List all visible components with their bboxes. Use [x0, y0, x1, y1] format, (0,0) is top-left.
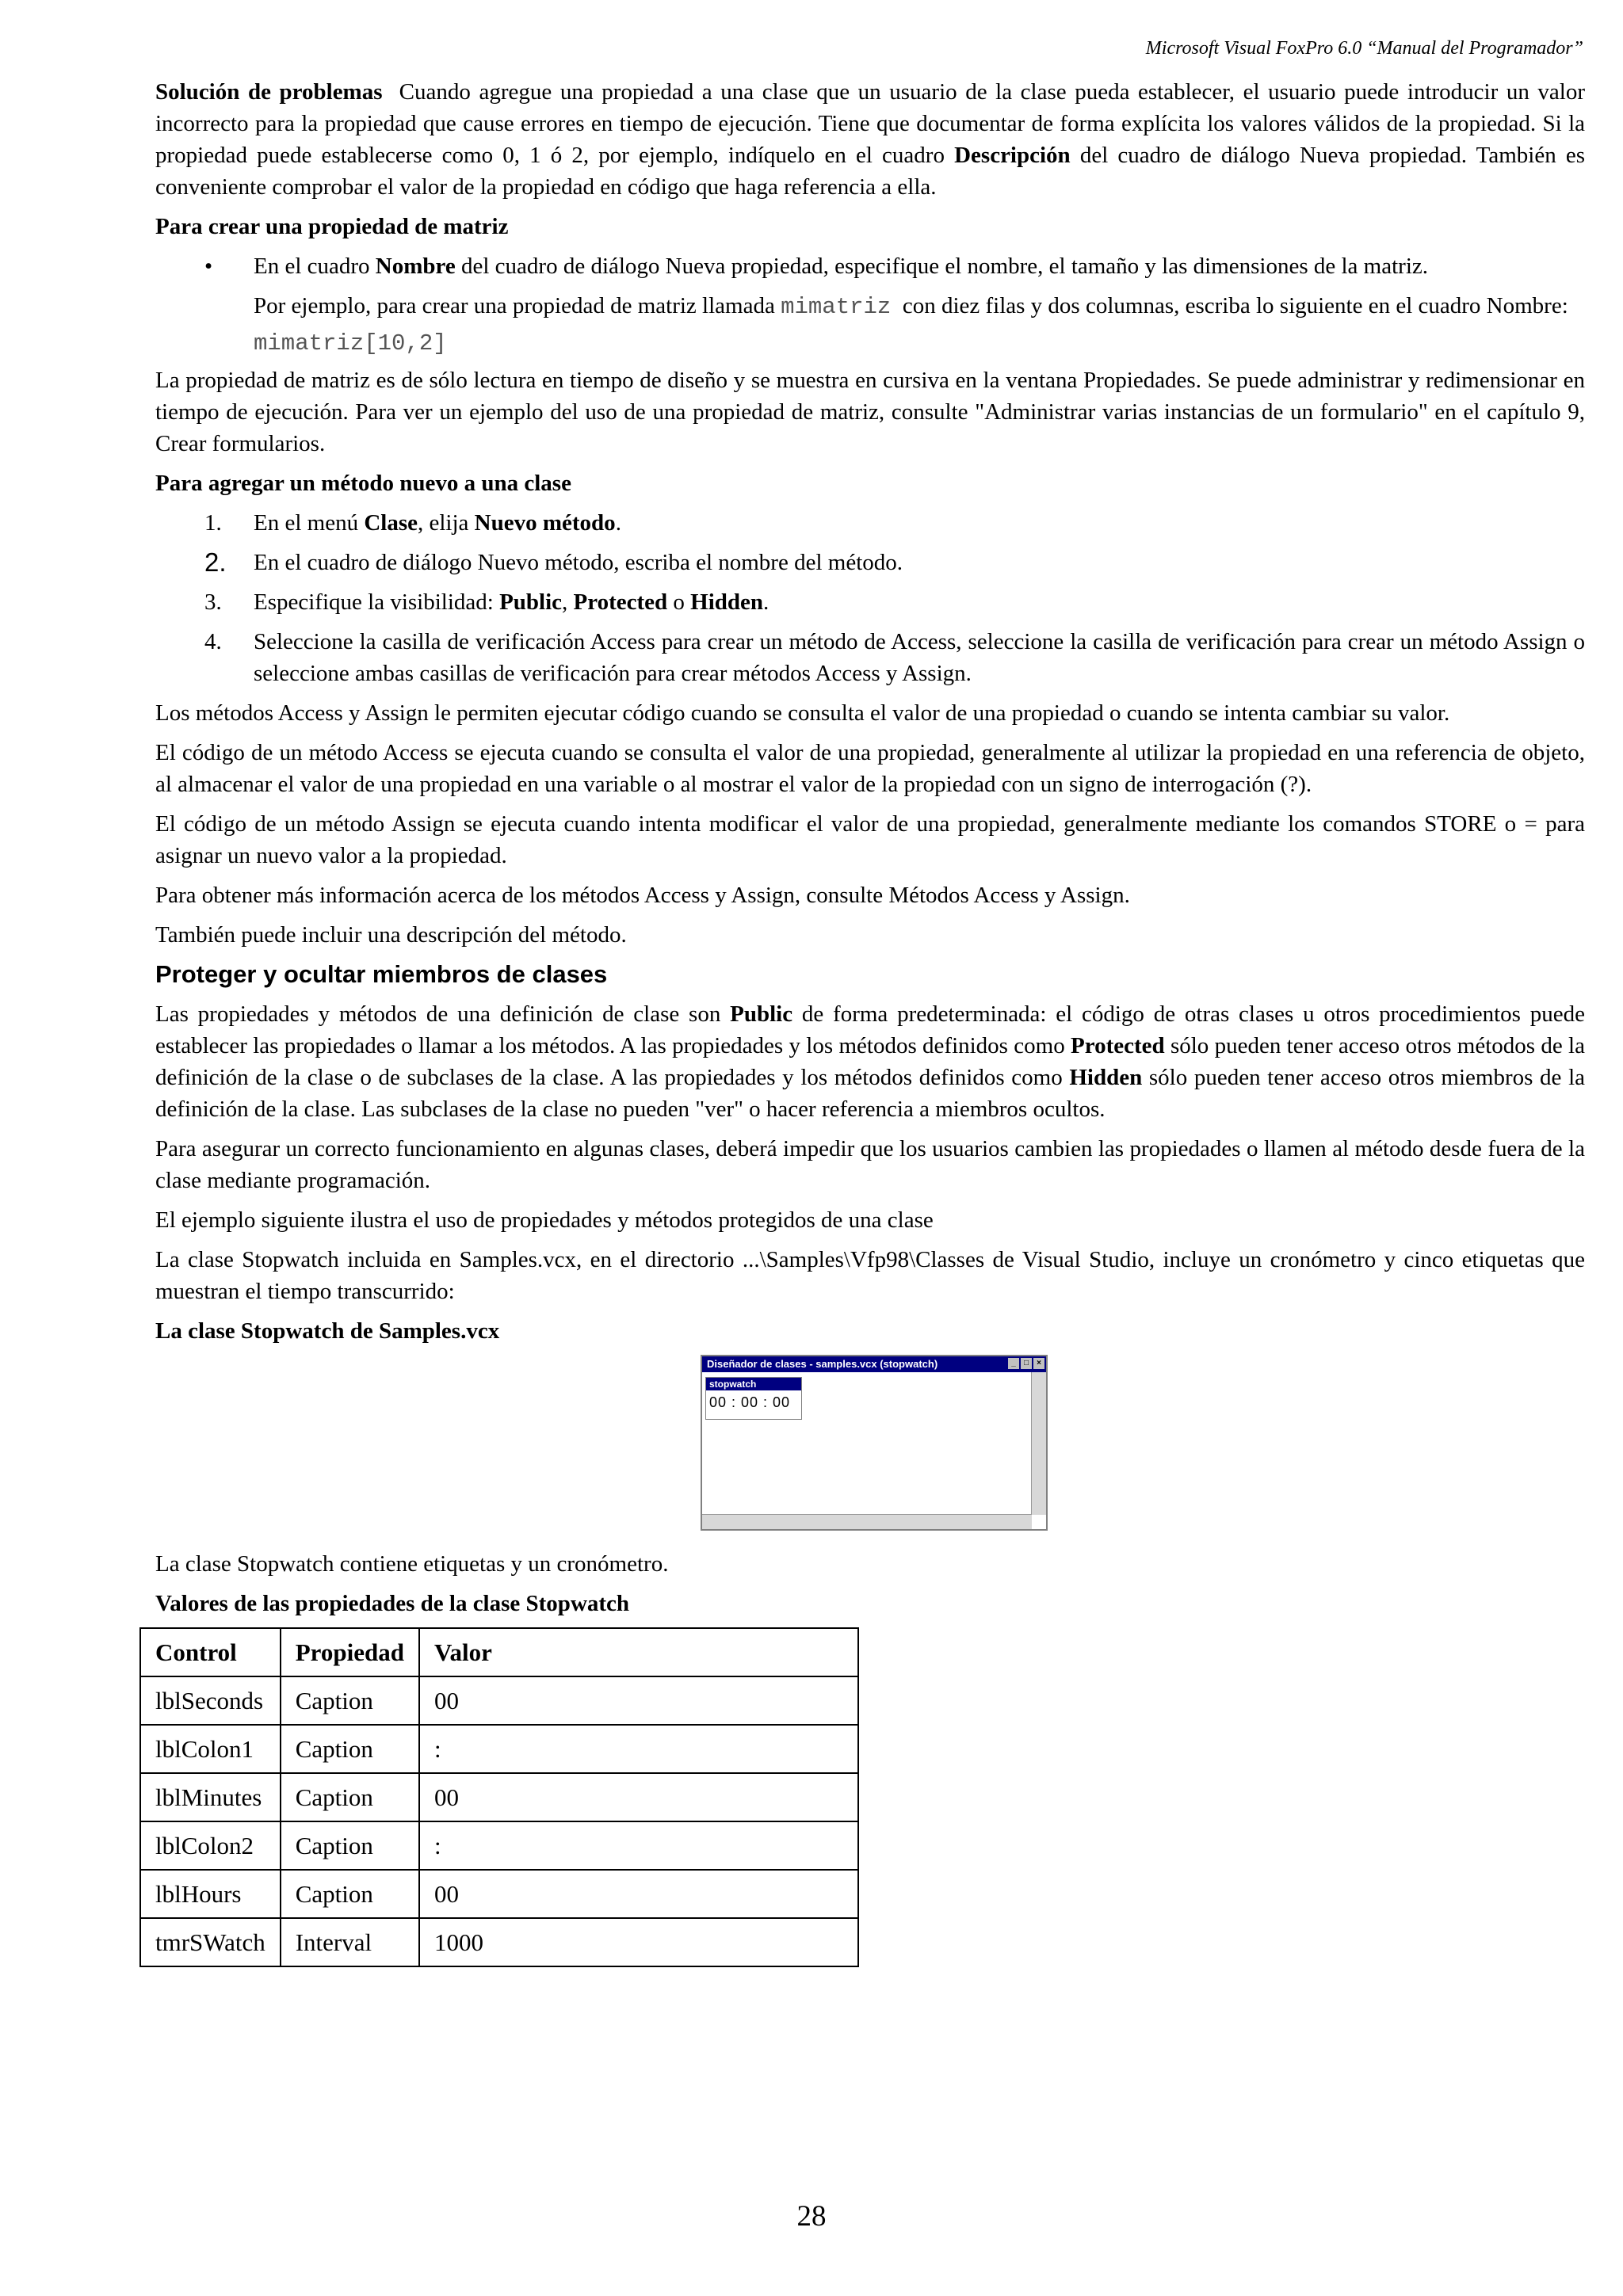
bold-run: Nuevo método	[474, 510, 616, 536]
vertical-scrollbar	[1031, 1372, 1046, 1515]
running-header: Microsoft Visual FoxPro 6.0 “Manual del Programador”	[1145, 38, 1583, 59]
table-cell: Caption	[281, 1725, 419, 1773]
assign-paragraph: El código de un método Assign se ejecuta cuando intenta modificar el valor de una propiedad, generalmente mediante los comandos STORE o = para asignar un nuevo valor a la propiedad.	[155, 811, 1585, 868]
table-cell: lblMinutes	[140, 1773, 281, 1821]
table-cell: Interval	[281, 1918, 419, 1966]
bold-run: Protected	[573, 589, 668, 615]
table-row	[140, 1918, 858, 1966]
protect-heading: Proteger y ocultar miembros de clases	[155, 960, 608, 988]
window-title: Diseñador de clases - samples.vcx (stopwatch)	[707, 1358, 938, 1370]
table-cell: Caption	[281, 1870, 419, 1918]
horizontal-scrollbar	[702, 1514, 1032, 1529]
text-run: Seleccione la casilla de verificación Access para crear un método de Access, seleccione la casilla de verificación para crear un método Assign o seleccione ambas casillas de verificación para crear métodos Access y Assign.	[254, 629, 1585, 686]
code-run: mimatriz	[781, 294, 892, 320]
protect-paragraph-2: Para asegurar un correcto funcionamiento en algunas clases, deberá impedir que los usuarios cambien las propiedades o llamen al método desde fuera de la clase mediante programación.	[155, 1136, 1585, 1193]
array-code-line: mimatriz[10,2]	[254, 330, 447, 357]
text-run: del cuadro de diálogo Nueva propiedad. También es conveniente comprobar el valor de la propiedad en código que haga referencia a ella.	[155, 143, 1585, 200]
bold-run: Hidden	[690, 589, 764, 615]
class-designer-window	[701, 1355, 1048, 1531]
figure-heading: La clase Stopwatch de Samples.vcx	[155, 1318, 500, 1344]
window-controls	[1008, 1358, 1044, 1369]
figure-caption: La clase Stopwatch contiene etiquetas y un cronómetro.	[155, 1551, 669, 1577]
array-example	[155, 290, 1585, 323]
text-run: Cuando agregue una propiedad a una clase que un usuario de la clase pueda establecer, el usuario puede introducir un valor incorrecto para la propiedad que cause errores en tiempo de ejecución. Tiene que documentar de forma explícita los valores válidos de la propiedad. Si la propiedad puede establecerse como 0, 1 ó 2, por ejemplo, indíquelo en el cuadro	[155, 79, 1591, 168]
table-row	[140, 1870, 858, 1918]
table-cell: Caption	[281, 1773, 419, 1821]
troubleshooting-label: Solución de problemas	[155, 79, 383, 105]
window-title-bar	[702, 1356, 1046, 1372]
text-run: En el menú	[254, 510, 365, 536]
stopwatch-clock: 00 : 00 : 00	[709, 1394, 791, 1410]
array-paragraph: La propiedad de matriz es de sólo lectura en tiempo de diseño y se muestra en cursiva en la ventana Propiedades. Se puede administrar y redimensionar en tiempo de ejecución. Para ver un ejemplo del uso de una propiedad de matriz, consulte "Administrar varias instancias de un formulario" en el capítulo 9, Crear formularios.	[155, 368, 1585, 456]
method-step-4	[155, 626, 1585, 689]
text-run: En el cuadro de diálogo Nuevo método, escriba el nombre del método.	[254, 550, 903, 575]
text-run: .	[615, 510, 621, 536]
properties-table	[139, 1627, 859, 1967]
text-run: , elija	[418, 510, 475, 536]
column-header: Propiedad	[281, 1628, 419, 1676]
step-number: 4.	[204, 629, 222, 654]
method-heading: Para agregar un método nuevo a una clase	[155, 471, 571, 496]
column-header: Control	[140, 1628, 281, 1676]
bold-run: Public	[499, 589, 563, 615]
column-header: Valor	[419, 1628, 858, 1676]
table-row	[140, 1725, 858, 1773]
troubleshooting-paragraph	[155, 76, 1591, 203]
table-cell: Caption	[281, 1821, 419, 1870]
text-run: con diez filas y dos columnas, escriba lo siguiente en el cuadro Nombre:	[891, 293, 1568, 318]
table-cell: lblColon2	[140, 1821, 281, 1870]
text-run: sólo pueden tener acceso otros miembros de la definición de la clase. Las subclases de la clase no pueden "ver" o hacer referencia a miembros ocultos.	[155, 1065, 1586, 1122]
maximize-icon: □	[1021, 1358, 1032, 1369]
table-row	[140, 1676, 858, 1725]
table-cell: 00	[419, 1870, 858, 1918]
protect-paragraph	[155, 998, 1585, 1125]
method-step-2	[155, 547, 1585, 578]
method-step-1	[155, 507, 1585, 539]
step-number: 2.	[204, 547, 227, 577]
bold-run: Hidden	[1069, 1065, 1143, 1090]
table-row	[140, 1821, 858, 1870]
stopwatch-object-title: stopwatch	[706, 1378, 801, 1390]
table-heading: Valores de las propiedades de la clase Stopwatch	[155, 1591, 630, 1616]
text-run: o	[667, 589, 691, 615]
stopwatch-figure	[155, 1355, 1585, 1531]
table-cell: lblSeconds	[140, 1676, 281, 1725]
array-bullet-item	[155, 250, 1585, 282]
method-step-3	[155, 586, 1585, 618]
table-cell: 1000	[419, 1918, 858, 1966]
page-number: 28	[796, 2200, 827, 2233]
minimize-icon: _	[1008, 1358, 1019, 1369]
table-cell: :	[419, 1821, 858, 1870]
bold-run: Nombre	[375, 254, 456, 279]
text-run: Especifique la visibilidad:	[254, 589, 500, 615]
table-cell: tmrSWatch	[140, 1918, 281, 1966]
step-number: 1.	[204, 510, 222, 536]
text-run: Por ejemplo, para crear una propiedad de matriz llamada	[254, 293, 781, 318]
access-assign-paragraph: Los métodos Access y Assign le permiten ejecutar código cuando se consulta el valor de una propiedad o cuando se intenta cambiar su valor.	[155, 700, 1450, 726]
table-cell: lblHours	[140, 1870, 281, 1918]
table-header-row	[140, 1628, 858, 1676]
table-cell: 00	[419, 1676, 858, 1725]
text-run: del cuadro de diálogo Nueva propiedad, especifique el nombre, el tamaño y las dimensiones de la matriz.	[455, 254, 1428, 279]
step-number: 3.	[204, 589, 222, 615]
table-cell: lblColon1	[140, 1725, 281, 1773]
table-cell: Caption	[281, 1676, 419, 1725]
table-cell: 00	[419, 1773, 858, 1821]
protect-paragraph-3: El ejemplo siguiente ilustra el uso de propiedades y métodos protegidos de una clase	[155, 1207, 934, 1233]
text-run: sólo pueden tener acceso otros métodos de la definición de la clase o de subclases de la clase. A las propiedades y los métodos definidos como	[155, 1033, 1585, 1090]
description-paragraph: También puede incluir una descripción del método.	[155, 922, 627, 948]
stopwatch-object	[705, 1377, 802, 1420]
bold-run: Descripción	[954, 143, 1071, 168]
text-run: En el cuadro	[254, 254, 376, 279]
table-row	[140, 1773, 858, 1821]
bold-run: Clase	[364, 510, 418, 536]
protect-paragraph-4: La clase Stopwatch incluida en Samples.vcx, en el directorio ...\Samples\Vfp98\Classes de Visual Studio, incluye un cronómetro y cinco etiquetas que muestran el tiempo transcurrido:	[155, 1247, 1585, 1304]
table-cell: :	[419, 1725, 858, 1773]
text-run: de forma predeterminada: el código de otras clases u otros procedimientos puede establecer las propiedades o llamar a los métodos. A las propiedades y los métodos definidos como	[155, 1001, 1586, 1058]
bold-run: Protected	[1071, 1033, 1165, 1058]
close-icon: ×	[1033, 1358, 1044, 1369]
text-run: Las propiedades y métodos de una definición de clase son	[155, 1001, 731, 1027]
text-run: .	[763, 589, 769, 615]
bullet-marker: •	[204, 254, 213, 279]
bold-run: Public	[730, 1001, 793, 1027]
page-content	[155, 76, 1591, 1967]
access-paragraph: El código de un método Access se ejecuta cuando se consulta el valor de una propiedad, generalmente al utilizar la propiedad en una referencia de objeto, al almacenar el valor de una propiedad en una variable o al mostrar el valor de la propiedad con un signo de interrogación (?).	[155, 740, 1585, 797]
more-info-paragraph: Para obtener más información acerca de los métodos Access y Assign, consulte Métodos Access y Assign.	[155, 883, 1130, 908]
text-run: ,	[562, 589, 574, 615]
array-heading: Para crear una propiedad de matriz	[155, 214, 509, 239]
